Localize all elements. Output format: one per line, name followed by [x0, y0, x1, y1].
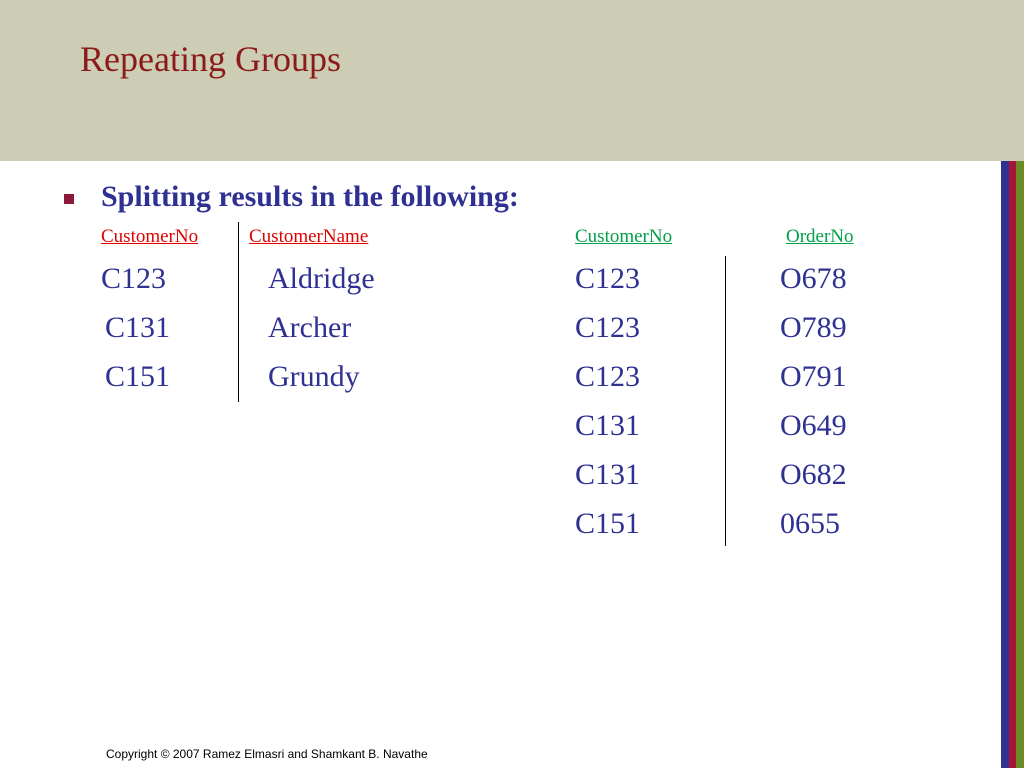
table-cell: 0655: [780, 507, 840, 540]
bullet-text: Splitting results in the following:: [101, 180, 519, 213]
table-divider: [238, 222, 239, 402]
slide-title: Repeating Groups: [80, 39, 341, 79]
table-cell: O789: [780, 311, 847, 344]
table-cell: C123: [575, 311, 641, 344]
table-cell: C151: [105, 360, 171, 393]
decorative-stripe-red: [1009, 161, 1016, 768]
title-band: [0, 0, 1024, 161]
table-cell: C131: [105, 311, 171, 344]
decorative-stripe-olive: [1016, 161, 1024, 768]
table-header-customerno: CustomerNo: [575, 226, 673, 247]
table-cell: O649: [780, 409, 847, 442]
table-cell: C151: [575, 507, 641, 540]
table-header-customerno: CustomerNo: [101, 226, 199, 247]
table-cell: Grundy: [268, 360, 360, 393]
table-cell: O682: [780, 458, 847, 491]
table-cell: C123: [575, 360, 641, 393]
table-cell: Aldridge: [268, 262, 375, 295]
table-cell: O678: [780, 262, 847, 295]
table-cell: Archer: [268, 311, 352, 344]
table-cell: O791: [780, 360, 847, 393]
copyright-footer: Copyright © 2007 Ramez Elmasri and Shamkant B. Navathe: [106, 747, 428, 761]
table-cell: C131: [575, 458, 641, 491]
table-cell: C123: [575, 262, 641, 295]
table-cell: C131: [575, 409, 641, 442]
table-cell: C123: [101, 262, 167, 295]
table-header-customername: CustomerName: [249, 226, 369, 247]
table-header-orderno: OrderNo: [786, 226, 854, 247]
table-divider: [725, 256, 726, 546]
bullet-square-icon: [64, 194, 74, 204]
decorative-stripe-blue: [1001, 161, 1009, 768]
